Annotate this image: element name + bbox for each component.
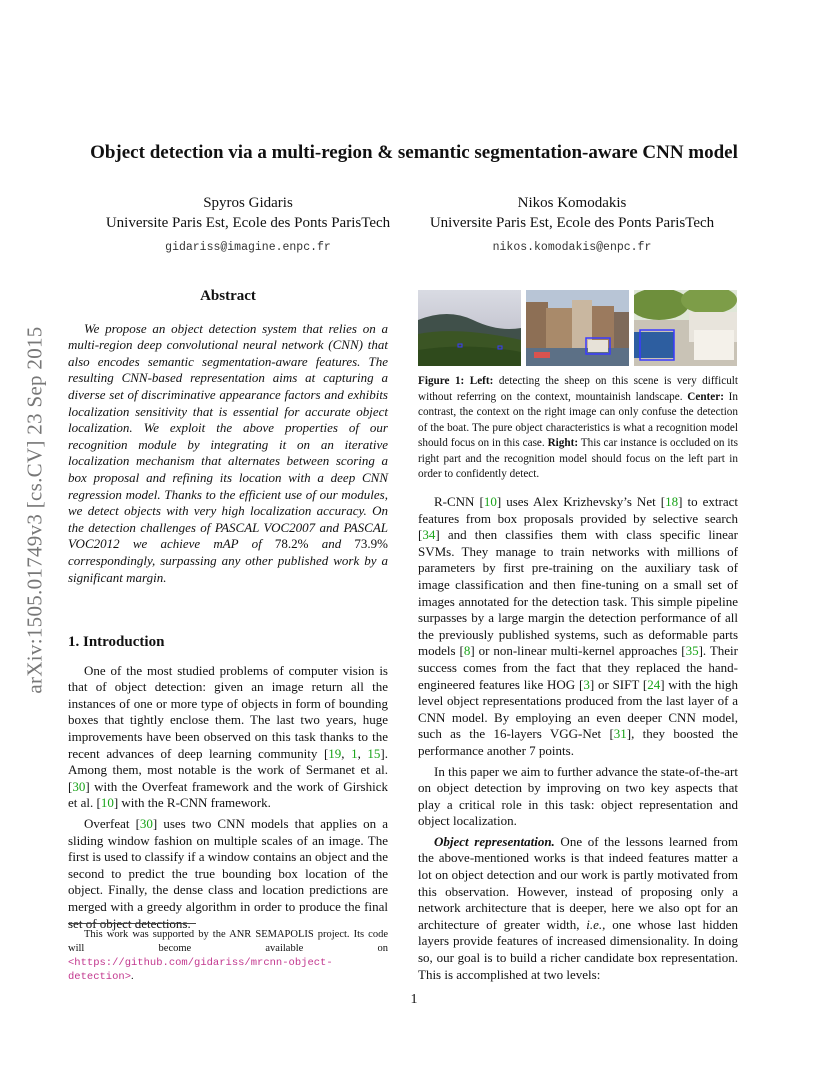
arxiv-stamp (10, 270, 60, 750)
abstract-heading: Abstract (200, 288, 256, 304)
figure-image-right-car (634, 290, 737, 366)
page-number: 1 (410, 992, 418, 1007)
author-block-2 (392, 193, 752, 258)
section-heading-introduction: 1. Introduction (68, 634, 165, 651)
author-affiliation: Universite Paris Est, Ecole des Ponts ParisTech (429, 215, 715, 231)
author-email[interactable]: nikos.komodakis@enpc.fr (492, 241, 652, 254)
author-name: Nikos Komodakis (517, 195, 627, 211)
author-name: Spyros Gidaris (203, 195, 293, 211)
right-column (418, 494, 738, 983)
citation-link[interactable]: 19 (328, 745, 342, 761)
citation-link[interactable]: 24 (647, 676, 661, 692)
abstract-text: We propose an object detection system that relies on a multi-region deep convolutional neural network (CNN) that also encodes semantic segmentation-aware features. The resulting CNN-based representation aims at capturing a diverse set of discriminative appearance factors and exhibits localization sensitivity that is essential for accurate object localization. We exploit the above properties of our recognition module by integrating it on an iterative localization mechanism that alternates between scoring a box proposal and refining its location with a deep CNN regression model. Thanks to the efficient use of our modules, we detect objects with very high localization accuracy. On the detection challenges of PASCAL VOC2007 and PASCAL VOC2012 we achieve mAP of 78.2% and 73.9% correspondingly, surpassing any other published work by a significant margin. (68, 320, 388, 585)
citation-link[interactable]: 10 (483, 494, 497, 509)
citation-link[interactable]: 10 (100, 795, 114, 811)
figure-image-left-sheep (418, 290, 521, 366)
intro-paragraph-1: One of the most studied problems of computer vision is that of object detection: given an image return all the instances of one or more type of objects in form of bounding boxes that tightly enclose them. The last two years, huge improvements have been observed on this task thanks to the recent advances of deep learning community [19, 1, 15]. Among them, most notable is the work of Sermanet et al. [30] with the Overfeat framework and the work of Girshick et al. [10] with the R-CNN framework. (68, 662, 388, 811)
citation-link[interactable]: 8 (463, 643, 471, 659)
citation-link[interactable]: 35 (685, 643, 699, 659)
figure-caption: Figure 1: Left: detecting the sheep on this scene is very difficult without referring on the context, mountainish landscape. Center: In contrast, the context on the right image can only confuse the detection of the boat. The pure object characteristics is what a recognition model should focus on in this case. Right: This car instance is occluded on its right part and the recognition model should focus on the left part in order to confidently detect. (418, 375, 739, 480)
code-url-link[interactable]: <https://github.com/gidariss/mrcnn-object-detection> (68, 957, 333, 983)
footnote: This work was supported by the ANR SEMAPOLIS project. Its code will become available on <https://github.com/gidariss/mrcnn-object-detection>. (68, 929, 388, 983)
citation-link[interactable]: 1 (351, 745, 358, 761)
intro-paragraph-2: Overfeat [30] uses two CNN models that applies on a sliding window fashion on multiple scales of an image. The first is used to classify if a window contains an object and the second to predict the true bounding box location of the object. Finally, the dense class and location predictions are merged with a greedy algorithm in order to produce the final set of object detections. (68, 816, 388, 931)
author-affiliation: Universite Paris Est, Ecole des Ponts ParisTech (105, 215, 391, 231)
object-representation-paragraph: Object representation. One of the lessons learned from the above-mentioned works is that indeed features matter a lot on object detection and our work is partly motivated from this observation. However, instead of proposing only a network architecture that is deeper, here we also opt for an architecture of greater width, i.e., one whose last hidden layers provide features of increased dimensionality. In doing so, our goal is to build a richer candidate box representation. This is accomplished at two levels: (418, 833, 738, 982)
citation-link[interactable]: 31 (613, 726, 627, 742)
rcnn-paragraph: R-CNN [10] uses Alex Krizhevsky’s Net [18] to extract features from box proposals provided by selective search [34] and then classifies them with class specific linear SVMs. They manage to train networks with millions of parameters by first pre-training on the auxiliary task of image classification and then fine-tuning on a small set of images annotated for the detection task. This simple pipeline surpasses by a large margin the detection performance of all the previously published systems, such as deformable parts models [8] or non-linear multi-kernel approaches [35]. Their success comes from the fact that they replaced the hand-engineered features like HOG [3] or SIFT [24] with the high level object representations produced from the last layer of a CNN model. By employing an even deeper CNN model, such as the 16-layers VGG-Net [31], they boosted the performance another 7 points. (418, 494, 739, 758)
citation-link[interactable]: 3 (583, 676, 590, 692)
citation-link[interactable]: 18 (665, 494, 679, 509)
author-block-1 (68, 193, 428, 258)
author-email[interactable]: gidariss@imagine.enpc.fr (165, 241, 331, 254)
left-column (68, 288, 388, 932)
footnote-rule (68, 923, 196, 924)
paper-title: Object detection via a multi-region & semantic segmentation-aware CNN model (90, 142, 738, 163)
figure-image-center-boat (526, 290, 629, 366)
arxiv-stamp-text: arXiv:1505.01749v3 [cs.CV] 23 Sep 2015 (22, 326, 47, 694)
citation-link[interactable]: 30 (72, 778, 86, 794)
citation-link[interactable]: 15 (367, 745, 381, 761)
citation-link[interactable]: 30 (139, 816, 153, 832)
aim-paragraph: In this paper we aim to further advance the state-of-the-art on object detection by improving on two key aspects that play a critical role in this task: object representation and object localization. (418, 763, 738, 829)
citation-link[interactable]: 34 (422, 527, 436, 543)
